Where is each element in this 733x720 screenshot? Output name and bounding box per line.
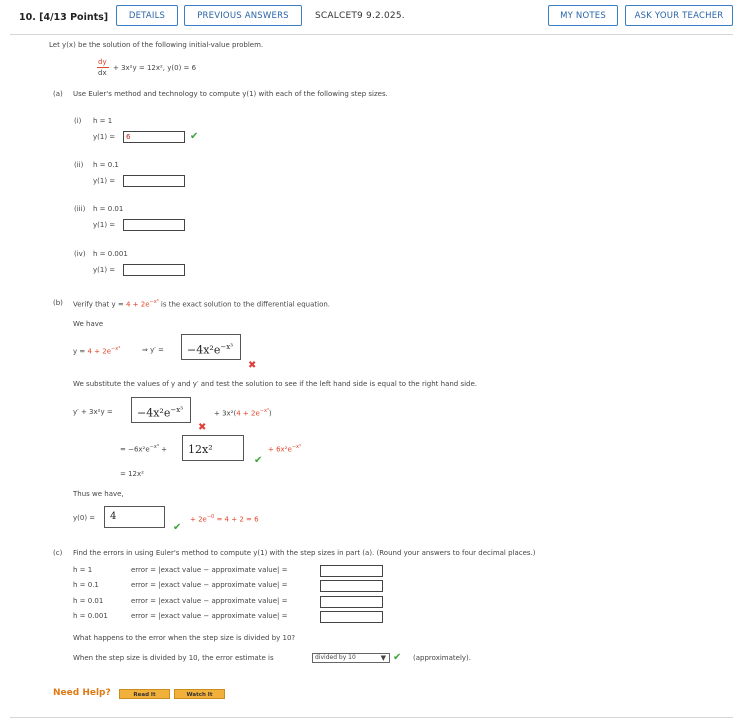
check-icon: ✔	[254, 455, 263, 466]
footer-divider	[10, 717, 733, 718]
item-iii-h: h = 0.01	[93, 205, 124, 213]
term-3x2-close: )	[268, 409, 272, 418]
yprime-arrow: ⇒ y′ =	[142, 346, 164, 354]
item-iv-h: h = 0.001	[93, 250, 128, 258]
y-equation	[73, 346, 120, 355]
line2-answer-box[interactable]	[182, 435, 244, 461]
error-row-formula: error = |exact value − approximate value| =	[131, 581, 288, 589]
part-c-answer-pre: When the step size is divided by 10, the error estimate is	[73, 654, 274, 662]
error-row-h: h = 0.01	[73, 597, 104, 605]
fraction-bar	[97, 67, 109, 68]
item-iii-roman: (iii)	[74, 205, 86, 213]
previous-answers-button[interactable]: PREVIOUS ANSWERS	[184, 5, 302, 26]
question-number: 10. [4/13 Points]	[19, 12, 109, 23]
error-row-formula: error = |exact value − approximate value| =	[131, 566, 288, 574]
y0-label: y(0) =	[73, 514, 96, 522]
term-3x2	[214, 408, 272, 417]
error-row-h: h = 0.1	[73, 581, 99, 589]
box3-answer: 12x²	[188, 443, 213, 456]
y0-post-text: + 2e	[190, 515, 207, 524]
item-ii-input[interactable]	[123, 175, 185, 187]
read-it-button[interactable]: Read It	[119, 689, 170, 699]
item-iv-roman: (iv)	[74, 250, 86, 258]
error-estimate-select[interactable]	[312, 653, 390, 663]
y-eq: y =	[73, 347, 88, 356]
error-input-1[interactable]	[320, 565, 383, 577]
line2-post-exp: −x³	[291, 444, 301, 450]
item-iii-y-label: y(1) =	[93, 221, 116, 229]
y0-answer: 4	[110, 511, 117, 522]
part-c-text: Find the errors in using Euler's method to compute y(1) with the step sizes in part (a). (Round your answers to four decimal places.)	[73, 549, 536, 557]
y0-answer-box[interactable]	[104, 506, 165, 528]
item-i-input[interactable]: 6	[123, 131, 185, 143]
item-i-h: h = 1	[93, 117, 113, 125]
error-row-formula: error = |exact value − approximate value| =	[131, 612, 288, 620]
watch-it-button[interactable]: Watch It	[174, 689, 225, 699]
line2-post	[268, 444, 301, 453]
item-iv-y-label: y(1) =	[93, 266, 116, 274]
error-input-2[interactable]	[320, 580, 383, 592]
verify-pre: Verify that y =	[73, 300, 126, 309]
ode-denominator: dx	[98, 69, 107, 77]
details-button[interactable]: DETAILS	[116, 5, 178, 26]
line2-post-text: + 6x²e	[268, 445, 292, 454]
cross-icon: ✖	[198, 422, 207, 433]
y0-post-rest: = 4 + 2 = 6	[214, 515, 259, 524]
item-iii-input[interactable]	[123, 219, 185, 231]
part-b-verify	[73, 299, 330, 308]
problem-code: SCALCET9 9.2.025.	[315, 11, 405, 21]
lhs-answer-box[interactable]	[131, 397, 191, 423]
yprime-answer-box[interactable]	[181, 334, 241, 360]
line3: = 12x²	[120, 470, 144, 478]
substitute-text: We substitute the values of y and y′ and test the solution to see if the left hand side is equal to the right hand side.	[73, 380, 478, 388]
line2-plus: +	[161, 445, 167, 454]
part-a-label: (a)	[53, 90, 63, 98]
error-input-4[interactable]	[320, 611, 383, 623]
item-ii-y-label: y(1) =	[93, 177, 116, 185]
ode-rest: + 3x²y = 12x², y(0) = 6	[113, 64, 197, 72]
thus-label: Thus we have,	[73, 490, 124, 498]
check-icon: ✔	[190, 131, 199, 142]
my-notes-button[interactable]: MY NOTES	[548, 5, 618, 26]
item-ii-roman: (ii)	[74, 161, 84, 169]
check-icon: ✔	[393, 652, 402, 663]
term-3x2-inner: 4 + 2e	[236, 409, 260, 418]
line2-pre	[120, 444, 167, 453]
y0-post-exp: −0	[206, 514, 215, 520]
box2-answer-exp: −x³	[170, 406, 183, 414]
ode-numerator: dy	[98, 58, 107, 66]
part-c-answer-post: (approximately).	[413, 654, 471, 662]
part-a-text: Use Euler's method and technology to compute y(1) with each of the following step sizes.	[73, 90, 388, 98]
term-3x2-inner-exp: −x³	[259, 408, 269, 414]
problem-intro: Let y(x) be the solution of the following initial-value problem.	[49, 41, 264, 49]
we-have-label: We have	[73, 320, 104, 328]
cross-icon: ✖	[248, 360, 257, 371]
verify-post: is the exact solution to the differential equation.	[160, 300, 331, 309]
header-divider	[10, 34, 733, 35]
item-iv-input[interactable]	[123, 264, 185, 276]
item-i-roman: (i)	[74, 117, 82, 125]
error-input-3[interactable]	[320, 596, 383, 608]
error-row-h: h = 0.001	[73, 612, 108, 620]
lhs-label: y′ + 3x²y =	[73, 408, 113, 416]
select-value: divided by 10	[315, 654, 356, 661]
part-c-question: What happens to the error when the step size is divided by 10?	[73, 634, 296, 642]
box2-answer: −4x²e	[137, 406, 171, 420]
yprime-answer-exp: −x³	[220, 343, 233, 351]
error-row-h: h = 1	[73, 566, 93, 574]
ask-teacher-button[interactable]: ASK YOUR TEACHER	[625, 5, 733, 26]
y0-post	[190, 514, 259, 523]
check-icon: ✔	[173, 522, 182, 533]
term-3x2-open: + 3x²(	[214, 409, 237, 418]
yprime-answer: −4x²e	[187, 343, 221, 357]
verify-expr: 4 + 2e	[125, 300, 150, 309]
error-row-formula: error = |exact value − approximate value| =	[131, 597, 288, 605]
need-help-label: Need Help?	[53, 688, 111, 698]
y-exp: −x³	[111, 346, 121, 352]
y-expr: 4 + 2e	[87, 347, 111, 356]
verify-exp: −x³	[149, 299, 159, 305]
line2-pre-exp: −x³	[149, 444, 159, 450]
item-ii-h: h = 0.1	[93, 161, 119, 169]
line2-pre-text: = −6x²e	[120, 445, 150, 454]
item-i-y-label: y(1) =	[93, 133, 116, 141]
part-b-label: (b)	[53, 299, 63, 307]
part-c-label: (c)	[53, 549, 63, 557]
chevron-down-icon: ▼	[380, 654, 386, 662]
